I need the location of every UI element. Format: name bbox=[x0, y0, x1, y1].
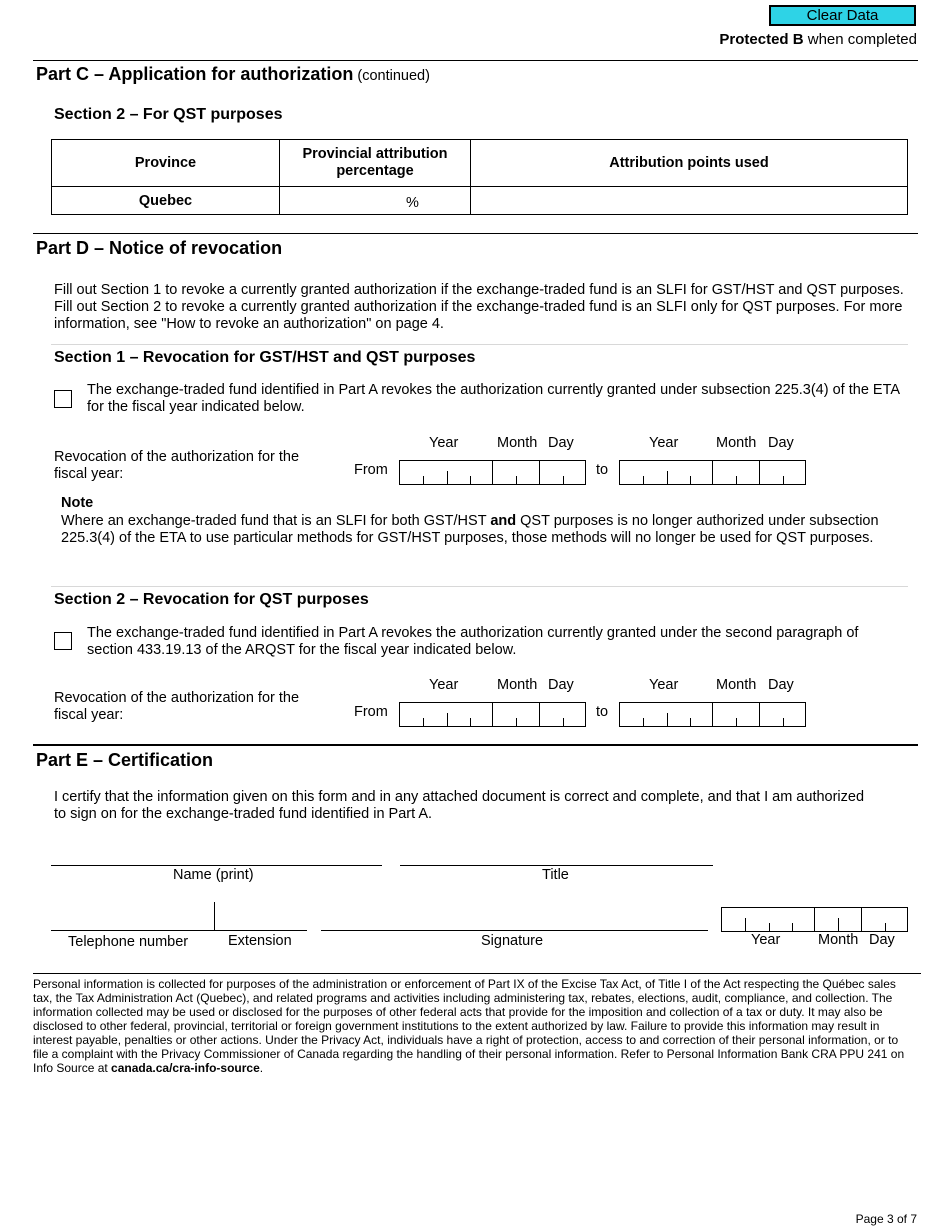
from-label: From bbox=[354, 462, 388, 478]
note-text-1: Where an exchange-traded fund that is an SLFI for both GST/HST bbox=[61, 513, 491, 529]
percentage-cell[interactable] bbox=[280, 187, 471, 215]
part-e-title: Part E – Certification bbox=[36, 750, 214, 770]
divider bbox=[33, 744, 918, 746]
day-field[interactable] bbox=[862, 908, 908, 931]
day-field[interactable] bbox=[760, 461, 806, 484]
section1-title: Section 1 – Revocation for GST/HST and QST purposes bbox=[54, 349, 476, 366]
province-cell: Quebec bbox=[52, 187, 280, 215]
telephone-label: Telephone number bbox=[68, 934, 189, 950]
name-field[interactable] bbox=[51, 865, 382, 866]
section2-revocation-label: Revocation of the authorization for the fiscal year: bbox=[54, 690, 300, 723]
part-c-section2-title: Section 2 – For QST purposes bbox=[54, 106, 283, 123]
part-d-title: Part D – Notice of revocation bbox=[36, 238, 283, 258]
from-label: From bbox=[354, 704, 388, 720]
year-field[interactable] bbox=[400, 461, 493, 484]
month-label: Month bbox=[716, 677, 757, 693]
section1-from-date[interactable] bbox=[399, 460, 586, 485]
part-c-heading bbox=[36, 64, 430, 85]
info-source-link[interactable]: canada.ca/cra-info-source bbox=[111, 1061, 260, 1075]
year-field[interactable] bbox=[400, 703, 493, 726]
note-text-2: QST purposes is no longer authorized under subsection 225.3(4) of the ETA to use particular methods for GST/HST purposes, those methods will no longer be used for QST purposes. bbox=[61, 513, 879, 546]
day-label: Day bbox=[768, 435, 794, 451]
to-label: to bbox=[596, 704, 609, 720]
month-field[interactable] bbox=[713, 703, 760, 726]
year-label: Year bbox=[751, 932, 781, 948]
month-label: Month bbox=[497, 435, 538, 451]
col-percentage: Provincial attribution percentage bbox=[280, 140, 471, 187]
section1-checkbox[interactable] bbox=[54, 390, 72, 408]
to-label: to bbox=[596, 462, 609, 478]
protected-b: Protected B bbox=[719, 31, 804, 48]
col-points: Attribution points used bbox=[471, 140, 908, 187]
year-label: Year bbox=[649, 435, 679, 451]
section1-to-date[interactable] bbox=[619, 460, 806, 485]
day-field[interactable] bbox=[760, 703, 806, 726]
month-label: Month bbox=[497, 677, 538, 693]
divider bbox=[33, 233, 918, 234]
year-label: Year bbox=[429, 677, 459, 693]
privacy-end: . bbox=[259, 1061, 264, 1075]
privacy-notice bbox=[33, 977, 913, 1075]
certification-statement: I certify that the information given on this form and in any attached document is correct and complete, and that I am authorized to sign on for the exchange-traded fund identified in Part A. bbox=[54, 789, 865, 822]
month-field[interactable] bbox=[815, 908, 862, 931]
month-field[interactable] bbox=[493, 461, 540, 484]
certification-date[interactable] bbox=[721, 907, 908, 932]
percent-sign: % bbox=[406, 195, 419, 211]
note-text bbox=[61, 513, 906, 547]
year-label: Year bbox=[649, 677, 679, 693]
section2-checkbox-text: The exchange-traded fund identified in Part A revokes the authorization currently granted under the second paragraph of section 433.19.13 of the ARQST for the fiscal year indicated below. bbox=[87, 625, 859, 658]
note-text-bold: and bbox=[490, 513, 517, 529]
page-number: Page 3 of 7 bbox=[855, 1212, 917, 1226]
month-field[interactable] bbox=[713, 461, 760, 484]
section2-checkbox[interactable] bbox=[54, 632, 72, 650]
year-field[interactable] bbox=[620, 461, 713, 484]
divider bbox=[33, 60, 918, 61]
year-label: Year bbox=[429, 435, 459, 451]
part-d-intro: Fill out Section 1 to revoke a currently granted authorization if the exchange-traded fund is an SLFI for GST/HST and QST purposes. Fill out Section 2 to revoke a currently granted authorization if the exchange-traded fund is an SLFI only for QST purposes. For more information, see "How to revoke an authorization" on page 4. bbox=[54, 282, 904, 332]
day-label: Day bbox=[768, 677, 794, 693]
year-field[interactable] bbox=[722, 908, 815, 931]
day-field[interactable] bbox=[540, 461, 586, 484]
signature-label: Signature bbox=[481, 933, 544, 949]
section1-checkbox-text: The exchange-traded fund identified in Part A revokes the authorization currently granted under subsection 225.3(4) of the ETA for the fiscal year indicated below. bbox=[87, 382, 900, 415]
month-label: Month bbox=[818, 932, 859, 948]
privacy-text: Personal information is collected for purposes of the administration or enforcement of Part IX of the Excise Tax Act, of Title I of the Act respecting the Québec sales tax, the Tax Administration Act (Quebec), and related programs and activities including administering tax, rebates, elections, audit, compliance, and collection. The information collected may be used or disclosed for the purposes of other federal acts that provide for the imposition and collection of a tax or duty. It may also be disclosed to other federal, provincial, territorial or foreign government institutions to the extent authorized by law. Failure to provide this information may result in interest payable, penalties or other actions. Under the Privacy Act, individuals have a right of protection, access to and correction of their personal information, or to file a complaint with the Privacy Commissioner of Canada regarding the handling of their personal information. Refer to Personal Information Bank CRA PPU 241 on Info Source at bbox=[33, 977, 905, 1075]
title-field[interactable] bbox=[400, 865, 713, 866]
protected-rest: when completed bbox=[803, 31, 917, 48]
day-field[interactable] bbox=[540, 703, 586, 726]
name-label: Name (print) bbox=[173, 867, 254, 883]
month-field[interactable] bbox=[493, 703, 540, 726]
points-cell[interactable] bbox=[471, 187, 908, 215]
section2-from-date[interactable] bbox=[399, 702, 586, 727]
telephone-field[interactable] bbox=[51, 930, 214, 931]
part-c-title: Part C – Application for authorization bbox=[36, 64, 354, 84]
col-province: Province bbox=[52, 140, 280, 187]
day-label: Day bbox=[548, 677, 574, 693]
extension-label: Extension bbox=[228, 933, 292, 949]
month-label: Month bbox=[716, 435, 757, 451]
divider bbox=[214, 902, 215, 931]
section2-title: Section 2 – Revocation for QST purposes bbox=[54, 591, 369, 608]
divider bbox=[33, 973, 921, 974]
year-field[interactable] bbox=[620, 703, 713, 726]
signature-field[interactable] bbox=[321, 930, 708, 931]
qst-table bbox=[51, 139, 908, 215]
note-heading: Note bbox=[61, 495, 94, 511]
divider bbox=[51, 344, 908, 345]
title-label: Title bbox=[542, 867, 569, 883]
clear-data-button[interactable]: Clear Data bbox=[769, 5, 916, 26]
extension-field[interactable] bbox=[215, 930, 307, 931]
divider bbox=[51, 586, 908, 587]
protected-label bbox=[719, 31, 917, 48]
part-c-continued: (continued) bbox=[353, 68, 430, 84]
day-label: Day bbox=[548, 435, 574, 451]
section1-revocation-label: Revocation of the authorization for the fiscal year: bbox=[54, 449, 300, 482]
section2-to-date[interactable] bbox=[619, 702, 806, 727]
day-label: Day bbox=[869, 932, 895, 948]
